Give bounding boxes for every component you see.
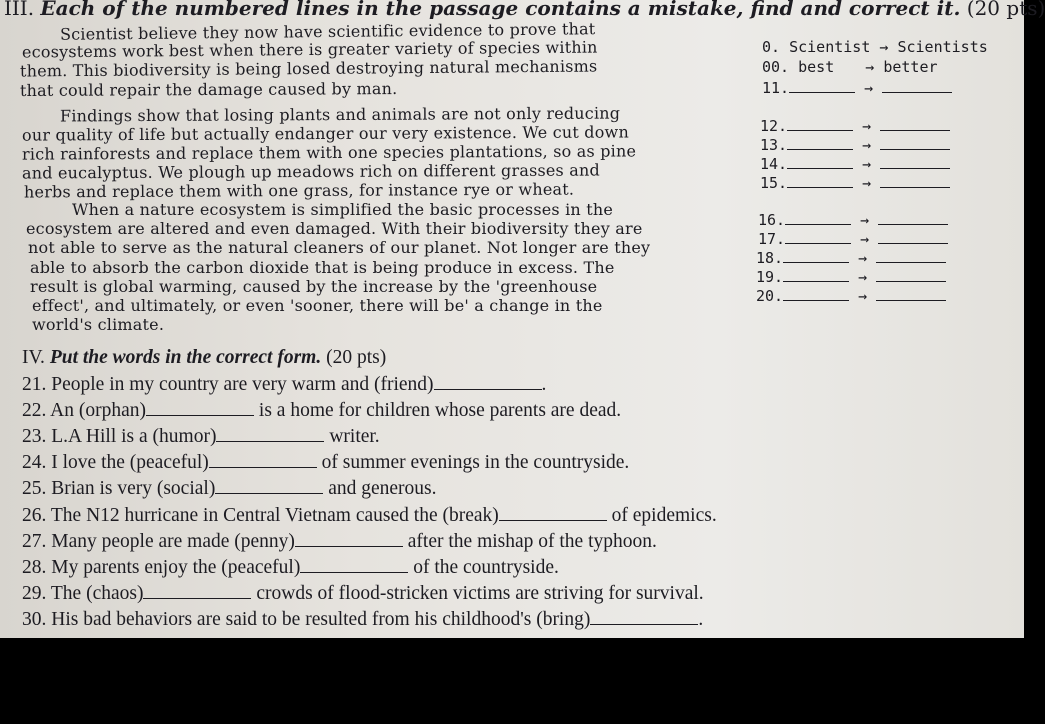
passage-line: When a nature ecosystem is simplified the basic processes in the bbox=[72, 200, 614, 219]
question-30: 30. His bad behaviors are said to be resulted from his childhood's (bring) . bbox=[22, 609, 704, 630]
wrong-word-blank[interactable] bbox=[787, 116, 853, 131]
answer-row: 18. → bbox=[756, 248, 946, 267]
correction-blank[interactable] bbox=[878, 210, 948, 225]
answer-row: 14. → bbox=[760, 154, 950, 173]
passage-line: herbs and replace them with one grass, for instance rye or wheat. bbox=[23, 179, 575, 202]
correction-blank[interactable] bbox=[876, 286, 946, 301]
correction-blank[interactable] bbox=[876, 248, 946, 263]
wrong-word-blank[interactable] bbox=[787, 173, 853, 188]
answer-row: 19. → bbox=[756, 267, 946, 286]
wrong-word-blank[interactable] bbox=[785, 229, 851, 244]
question-24: 24. I love the (peaceful) of summer evenings in the countryside. bbox=[22, 452, 630, 473]
section-3-points: (20 pts) bbox=[966, 0, 1045, 20]
answer-blank[interactable] bbox=[590, 608, 698, 625]
passage-line: ecosystem are altered and even damaged. With their biodiversity they are bbox=[26, 219, 643, 238]
passage-line: rich rainforests and replace them with one species plantations, so as pine bbox=[21, 141, 637, 164]
answer-row: 17. → bbox=[758, 229, 948, 248]
section-3-heading bbox=[4, 0, 1045, 20]
example-answer-00: 00. best → better bbox=[762, 58, 938, 76]
answer-blank[interactable] bbox=[216, 425, 324, 442]
answer-blank[interactable] bbox=[143, 582, 251, 599]
passage-line: them. This biodiversity is being losed destroying natural mechanisms bbox=[19, 56, 598, 81]
wrong-word-blank[interactable] bbox=[787, 154, 853, 169]
question-28: 28. My parents enjoy the (peaceful) of the countryside. bbox=[22, 557, 559, 578]
question-29: 29. The (chaos) crowds of flood-stricken victims are striving for survival. bbox=[22, 583, 704, 604]
question-21: 21. People in my country are very warm and (friend) . bbox=[22, 374, 547, 395]
wrong-word-blank[interactable] bbox=[785, 210, 851, 225]
section-3-instruction: Each of the numbered lines in the passage contains a mistake, find and correct it. bbox=[40, 0, 961, 20]
section-4-heading bbox=[22, 347, 386, 369]
question-26: 26. The N12 hurricane in Central Vietnam caused the (break) of epidemics. bbox=[22, 505, 717, 526]
answer-row: 15. → bbox=[760, 173, 950, 192]
answer-row: 13. → bbox=[760, 135, 950, 154]
question-25: 25. Brian is very (social) and generous. bbox=[22, 478, 437, 499]
answer-blank[interactable] bbox=[300, 556, 408, 573]
wrong-word-blank[interactable] bbox=[787, 135, 853, 150]
wrong-word-blank[interactable] bbox=[783, 248, 849, 263]
question-22: 22. An (orphan) is a home for children whose parents are dead. bbox=[22, 400, 622, 421]
answer-row: 20. → bbox=[756, 286, 946, 305]
question-23: 23. L.A Hill is a (humor) writer. bbox=[22, 426, 380, 447]
correction-blank[interactable] bbox=[880, 154, 950, 169]
answer-row: 16. → bbox=[758, 210, 948, 229]
correction-blank[interactable] bbox=[882, 78, 952, 93]
passage-line: and eucalyptus. We plough up meadows rich on different grasses and bbox=[21, 160, 600, 183]
answer-blank[interactable] bbox=[434, 373, 542, 390]
passage-line: our quality of life but actually endanger our very existence. We cut down bbox=[21, 122, 629, 145]
question-27: 27. Many people are made (penny) after the mishap of the typhoon. bbox=[22, 531, 657, 552]
passage-line: Scientist believe they now have scientific evidence to prove that bbox=[59, 19, 596, 44]
answer-blank[interactable] bbox=[146, 399, 254, 416]
correction-blank[interactable] bbox=[880, 173, 950, 188]
passage-line: result is global warming, caused by the increase by the 'greenhouse bbox=[30, 277, 598, 296]
section-3-roman: III. bbox=[4, 0, 35, 20]
passage-line: Findings show that losing plants and animals are not only reducing bbox=[59, 103, 621, 126]
passage-line: not able to serve as the natural cleaners of our planet. Not longer are they bbox=[28, 238, 651, 257]
section-4-instruction: Put the words in the correct form. bbox=[49, 347, 322, 368]
correction-blank[interactable] bbox=[878, 229, 948, 244]
passage-line: able to absorb the carbon dioxide that is being produce in excess. The bbox=[30, 258, 615, 277]
answer-blank[interactable] bbox=[499, 504, 607, 521]
passage-line: that could repair the damage caused by man. bbox=[19, 79, 398, 100]
section-4-roman: IV. bbox=[22, 347, 45, 368]
answer-blank[interactable] bbox=[209, 451, 317, 468]
correction-blank[interactable] bbox=[876, 267, 946, 282]
answer-blank[interactable] bbox=[215, 477, 323, 494]
section-4-points: (20 pts) bbox=[326, 347, 387, 368]
example-answer-0: 0. Scientist → Scientists bbox=[762, 38, 988, 56]
wrong-word-blank[interactable] bbox=[783, 286, 849, 301]
answer-blank[interactable] bbox=[295, 530, 403, 547]
wrong-word-blank[interactable] bbox=[783, 267, 849, 282]
wrong-word-blank[interactable] bbox=[789, 78, 855, 93]
answer-row: 11. → bbox=[762, 78, 952, 97]
black-bar bbox=[0, 638, 1024, 724]
answer-row: 12. → bbox=[760, 116, 950, 135]
passage-line: effect', and ultimately, or even 'sooner, there will be' a change in the bbox=[32, 296, 603, 315]
correction-blank[interactable] bbox=[880, 116, 950, 131]
passage-line: world's climate. bbox=[32, 315, 165, 334]
passage-line: ecosystems work best when there is greater variety of species within bbox=[21, 37, 598, 62]
correction-blank[interactable] bbox=[880, 135, 950, 150]
